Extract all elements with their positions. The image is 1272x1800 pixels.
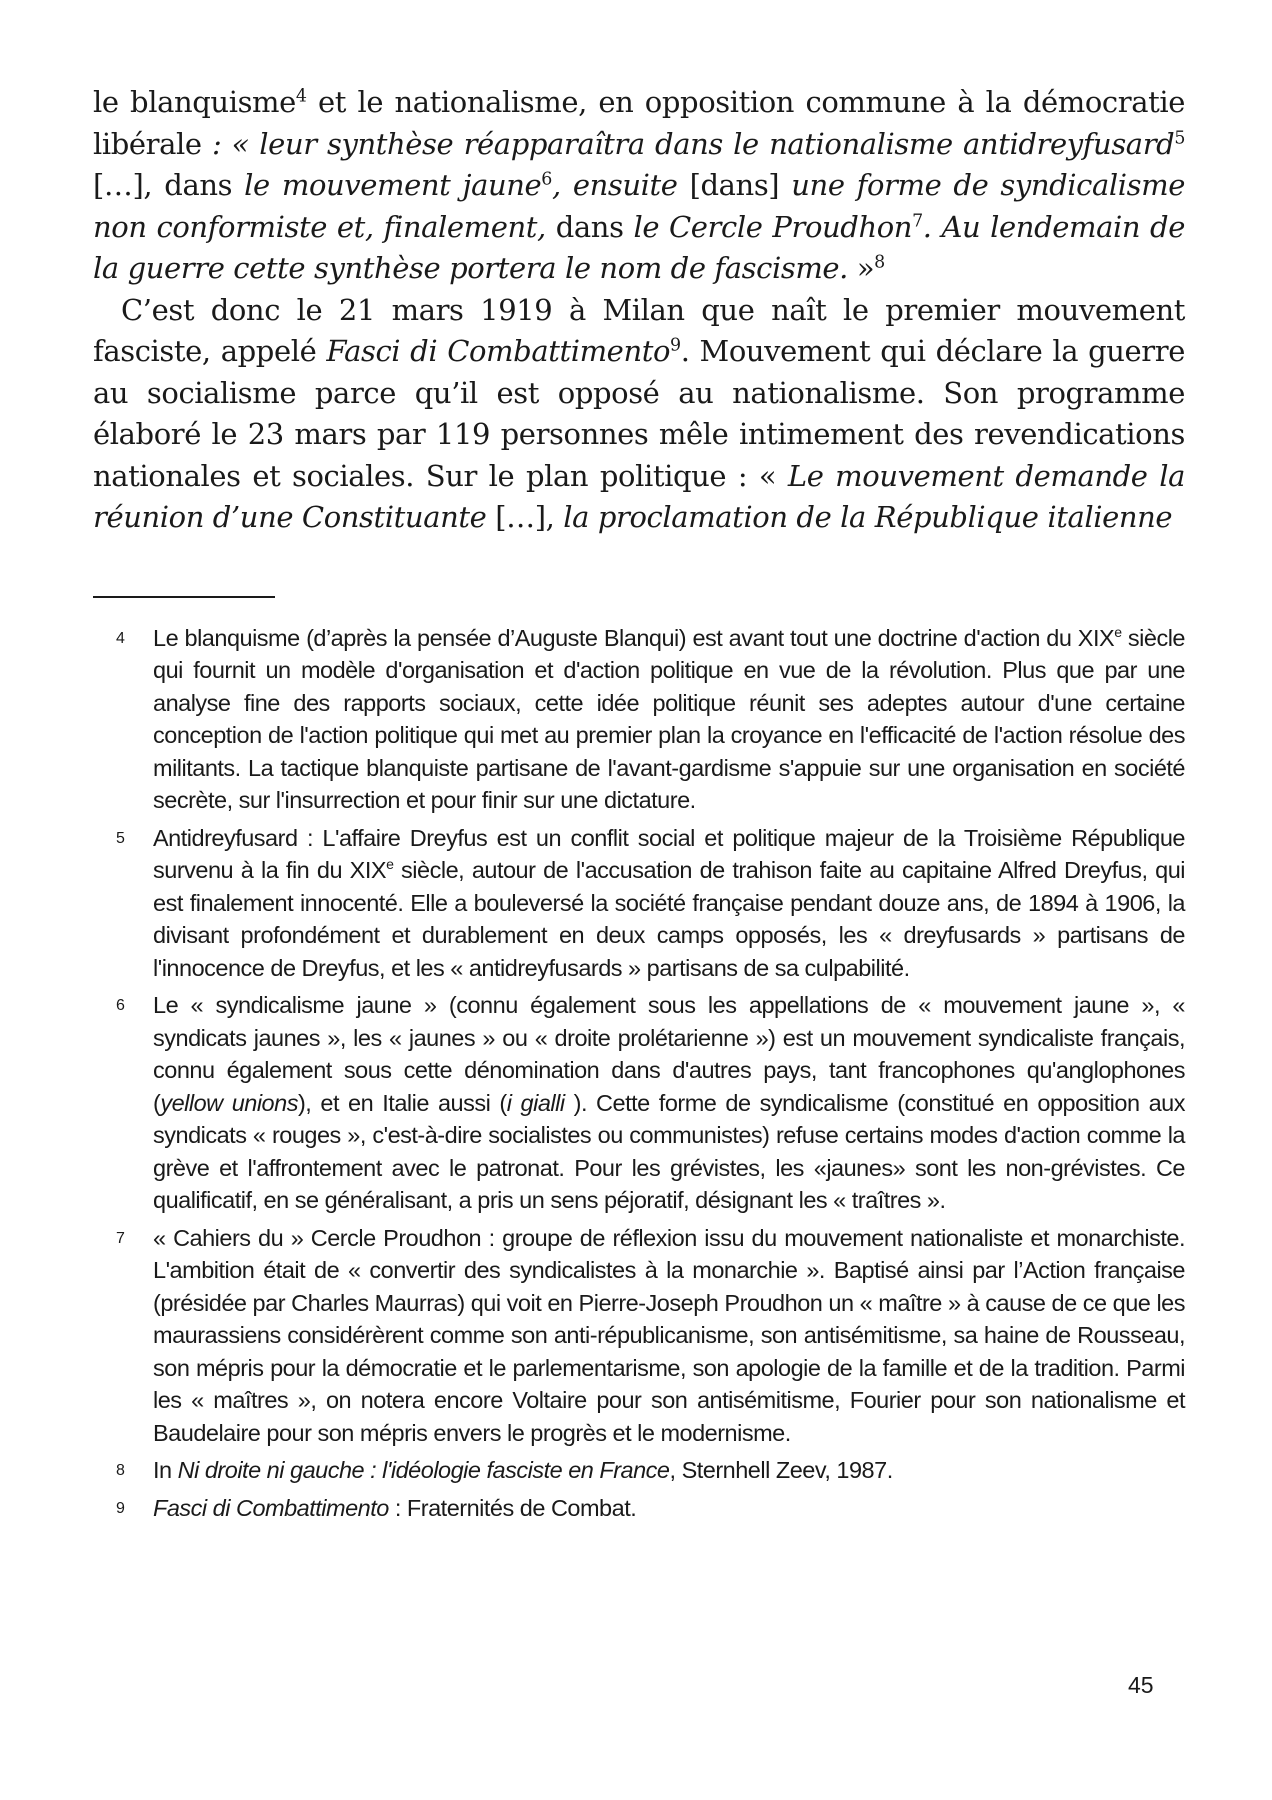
body-paragraph-2 [93,290,1185,539]
text-run: C’est donc le 21 mars 1919 à Milan que naît le premier mouvement fasciste, appelé [93,292,1185,368]
text-run: : Fraternités de Combat. [388,1494,637,1521]
text-run: siècle, autour de l'accusation de trahison faite au capitaine Alfred Dreyfus, qui est finalement innocenté. Elle a bouleversé la société française pendant douze ans, de 1894 à 1906, la divisant profondément et durablement en deux camps opposés, les « dreyfusards » partisans de l'innocence de Dreyfus, et les « antidreyfusards » partisans de sa culpabilité. [153,857,1185,981]
footnote-number: 8 [116,1462,125,1479]
quote-text: une forme de syndicalisme non conformiste et, finalement, [93,168,1186,244]
footnote-4 [93,622,1185,817]
quote-text: : « leur synthèse réapparaîtra dans le nationalisme antidreyfusard [201,126,1175,161]
footnote-text [153,822,1185,985]
quote-text: , ensuite [551,168,678,202]
text-run: le blanquisme [93,85,296,119]
text-run: Le « syndicalisme jaune » (connu également sous les appellations de « mouvement jaune », « syndicats jaunes », les « jaunes » ou « droite prolétarienne ») est un mouvement syndicaliste français, connu également sous cette dénomination dans d'autres pays, tant francophones qu'anglophones ( [153,992,1185,1116]
footnote-6 [93,989,1185,1217]
footnote-ref-7[interactable]: 7 [912,210,923,231]
footnote-text [153,1492,1185,1525]
superscript: e [386,856,394,873]
text-run: , Sternhell Zeev, 1987. [669,1457,893,1483]
quote-text: Le mouvement demande la réunion d’une Constituante [93,458,1185,534]
footnote-number: 5 [116,829,125,847]
page-content [93,82,1185,1529]
text-run: Antidreyfusard : L'affaire Dreyfus est un conflit social et politique majeur de la Troisième République survenu à la fin du XIX [153,824,1185,883]
text-run: siècle qui fournit un modèle d'organisation et d'action politique en vue de la révolution. Plus que par une analyse fine des rapports sociaux, cette idée politique réunit ses adeptes autour d'une certaine conception de l'action politique qui met au premier plan la croyance en l'efficacité de l'action résolue des militants. La tactique blanquiste partisane de l'avant-gardisme s'appuie sur une organisation en société secrète, sur l'insurrection et pour finir sur une dictature. [153,624,1185,813]
text-run: […], [486,500,564,534]
footnote-ref-8[interactable]: 8 [874,252,885,273]
footnote-8 [93,1454,1185,1487]
page-number: 45 [1128,1672,1154,1698]
italic-text: Fasci di Combattimento [153,1494,389,1521]
text-run: Le blanquisme (d’après la pensée d’Auguste Blanqui) est avant tout une doctrine d'action du XIX [153,624,1115,651]
footnote-ref-4[interactable]: 4 [295,86,307,107]
italic-text: i gialli [506,1089,565,1116]
footnote-text [153,622,1185,817]
italic-text: yellow unions [160,1089,298,1116]
footnote-number: 7 [116,1229,125,1247]
footnote-ref-6[interactable]: 6 [541,169,552,190]
footnote-ref-9[interactable]: 9 [670,335,681,356]
book-title: Ni droite ni gauche : l'idéologie fasciste en France [177,1457,670,1483]
footnote-number: 6 [116,997,125,1014]
text-run: dans [545,209,634,244]
footnote-number: 9 [116,1499,125,1517]
quote-text: la proclamation de la République italienne [563,500,1173,534]
text-run: ), et en Italie aussi ( [297,1089,507,1116]
text-run: […], dans [93,168,245,202]
quote-text: le Cercle Proudhon [633,209,913,244]
text-run: [dans] [677,168,792,202]
footnote-text [153,1222,1185,1450]
footnote-ref-5[interactable]: 5 [1174,127,1185,148]
footnote-text [153,989,1185,1217]
text-run: « Cahiers du » Cercle Proudhon : groupe de réflexion issu du mouvement nationaliste et monarchiste. L'ambition était de « convertir des syndicalistes à la monarchie ». Baptisé ainsi par l’Action française (présidée par Charles Maurras) qui voit en Pierre-Joseph Proudhon un « maître » à cause de ce que les maurassiens considérèrent comme son anti-républicanisme, son antisémitisme, sa haine de Rousseau, son mépris pour la démocratie et le parlementarisme, son apologie de la famille et de la tradition. Parmi les « maîtres », on notera encore Voltaire pour son antisémitisme, Fourier pour son nationalisme et Baudelaire pour son mépris envers le progrès et le modernisme. [153,1224,1185,1446]
quote-text: le mouvement jaune [244,168,542,202]
quote-text: . Au lendemain de la guerre cette synthèse portera le nom de fascisme. [93,209,1185,285]
footnote-7 [93,1222,1185,1450]
superscript: e [1114,623,1122,640]
footnote-5 [93,822,1185,985]
footnote-9 [93,1492,1185,1525]
footnote-text [153,1454,1185,1487]
footnote-number: 4 [116,629,125,647]
text-run: et le nationalisme, en opposition commune à la démocratie libérale [93,85,1185,161]
text-run: » [848,251,875,285]
text-run: ). Cette forme de syndicalisme (constitué en opposition aux syndicats « rouges », c'est-à-dire socialistes ou communistes) refuse certains modes d'action comme la grève et l'affrontement avec le patronat. Pour les grévistes, les «jaunes» sont les non-grévistes. Ce qualificatif, en se généralisant, a pris un sens péjoratif, désignant les « traîtres ». [153,1089,1185,1213]
text-run: In [153,1457,178,1483]
quote-text: Fasci di Combattimento [326,334,671,368]
body-paragraph-1 [93,82,1185,290]
text-run: . Mouvement qui déclare la guerre au socialisme parce qu’il est opposé au nationalisme. Son programme élaboré le 23 mars par 119 personnes mêle intimement des revendications nationales et sociales. Sur le plan politique : « [93,334,1185,493]
footnote-separator [93,596,275,598]
